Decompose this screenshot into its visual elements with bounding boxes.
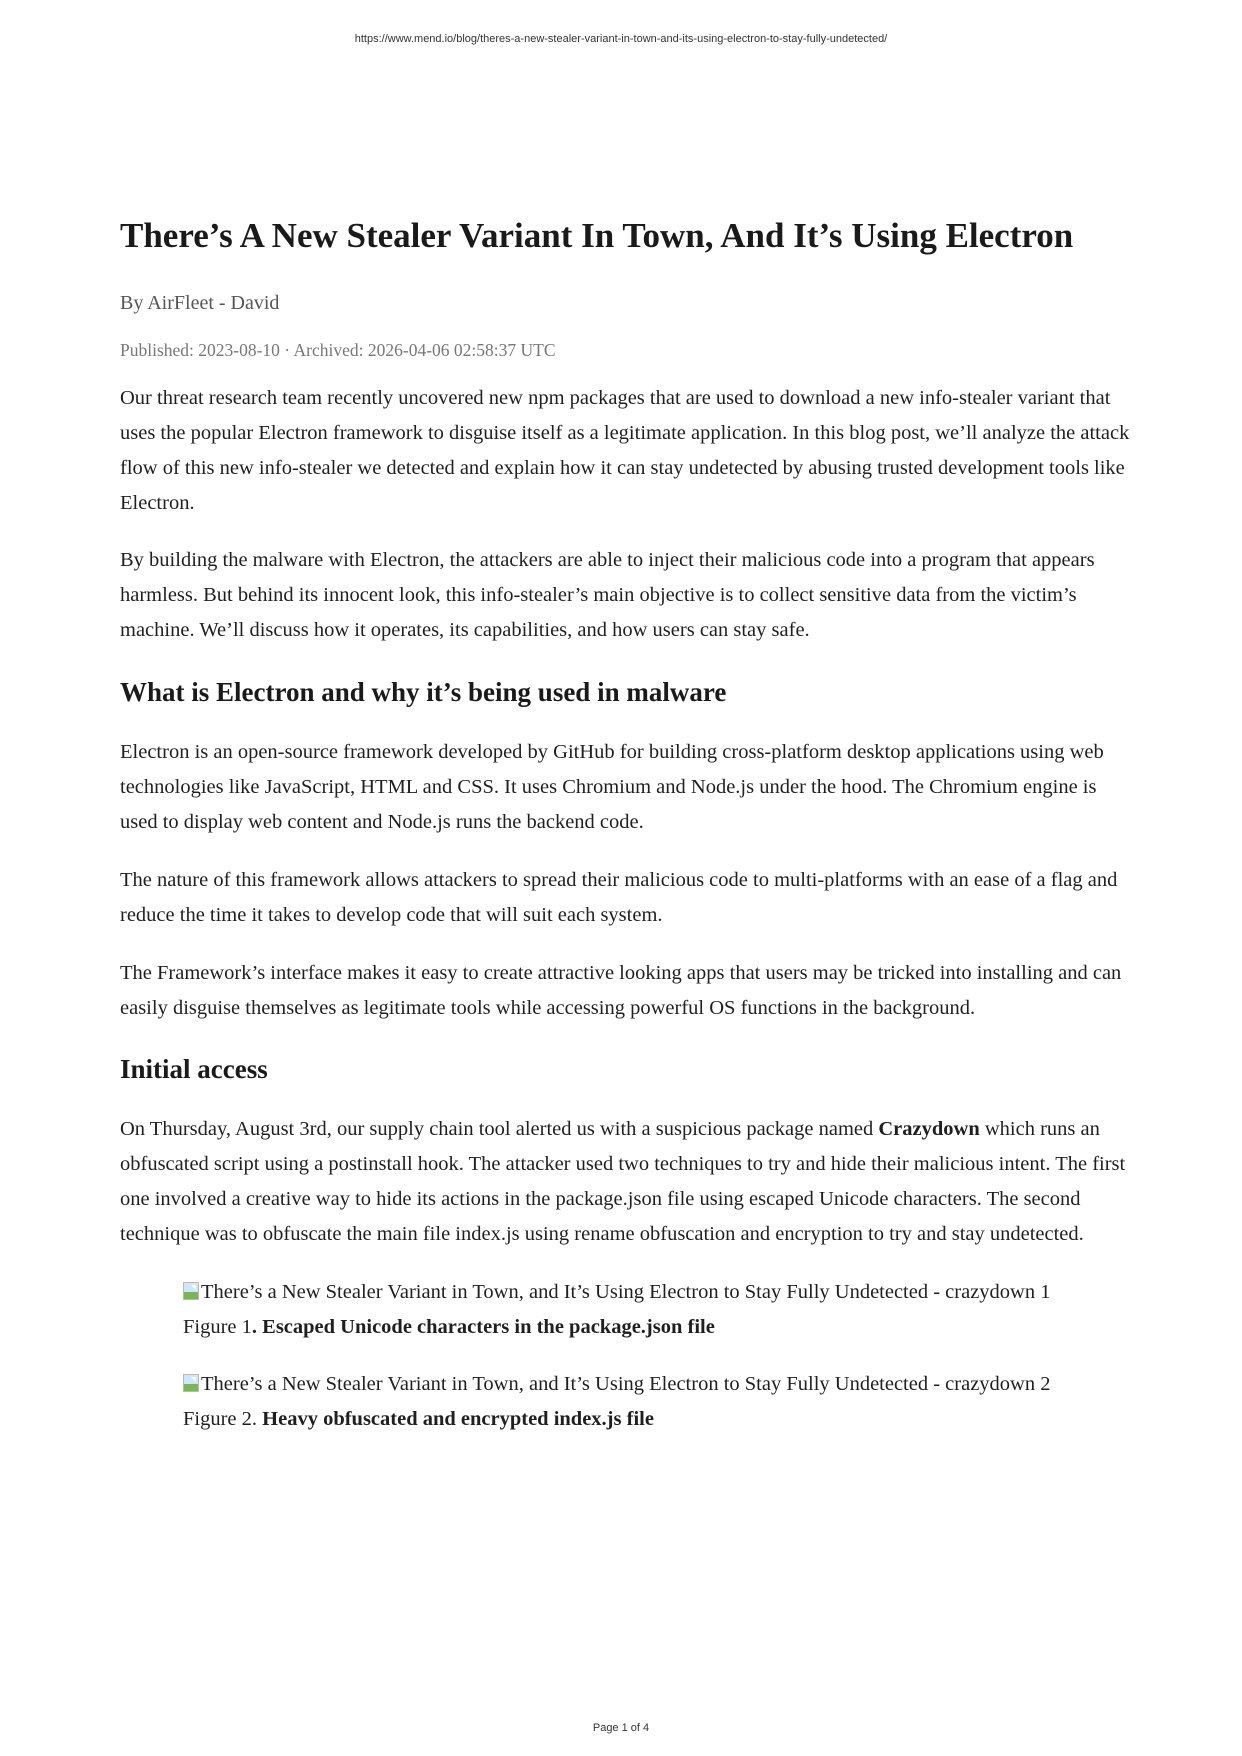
initial-access-text-start: On Thursday, August 3rd, our supply chain tool alerted us with a suspicious package named	[120, 1118, 879, 1140]
initial-access-paragraph	[120, 1112, 1130, 1252]
article	[120, 212, 1130, 1437]
print-header-url: https://www.mend.io/blog/theres-a-new-stealer-variant-in-town-and-its-using-electron-to-stay-fully-undetected/	[354, 33, 888, 45]
article-meta: Published: 2023-08-10 · Archived: 2026-04-06 02:58:37 UTC	[120, 340, 556, 360]
section-heading-electron: What is Electron and why it’s being used in malware	[120, 677, 727, 707]
figure-2	[183, 1367, 1063, 1437]
article-title: There’s A New Stealer Variant In Town, And It’s Using Electron	[120, 216, 1074, 255]
broken-image-icon	[183, 1282, 199, 1300]
electron-paragraph-3: The Framework’s interface makes it easy to create attractive looking apps that users may be tricked into installing and can easily disguise themselves as legitimate tools while accessing powerful OS functions in the background.	[120, 962, 1122, 1019]
package-name: Crazydown	[878, 1118, 980, 1140]
section-heading-initial-access: Initial access	[120, 1054, 268, 1084]
broken-image-icon	[183, 1374, 199, 1392]
figure-1-caption-prefix: Figure 1	[183, 1316, 252, 1338]
figure-2-caption	[183, 1402, 1063, 1437]
electron-paragraph-1: Electron is an open-source framework developed by GitHub for building cross-platform desktop applications using web technologies like JavaScript, HTML and CSS. It uses Chromium and Node.js under the hood. The Chromium engine is used to display web content and Node.js runs the backend code.	[120, 741, 1104, 833]
intro-paragraph-1: Our threat research team recently uncovered new npm packages that are used to download a new info-stealer variant that uses the popular Electron framework to disguise itself as a legitimate application. In this blog post, we’ll analyze the attack flow of this new info-stealer we detected and explain how it can stay undetected by abusing trusted development tools like Electron.	[120, 387, 1130, 514]
figure-2-alt-text: There’s a New Stealer Variant in Town, and It’s Using Electron to Stay Fully Undetected - crazydown 2	[201, 1373, 1051, 1395]
figure-2-caption-prefix: Figure 2.	[183, 1408, 263, 1430]
figure-1	[183, 1275, 1063, 1345]
initial-access-text-end: which runs an obfuscated script using a postinstall hook. The attacker used two techniques to try and hide their malicious intent. The first one involved a creative way to hide its actions in the package.json file using escaped Unicode characters. The second technique was to obfuscate the main file index.js using rename obfuscation and encryption to try and stay undetected.	[120, 1118, 1126, 1245]
figure-2-image	[183, 1367, 1063, 1402]
figure-1-image	[183, 1275, 1063, 1310]
article-byline: By AirFleet - David	[120, 292, 280, 314]
intro-paragraph-2: By building the malware with Electron, the attackers are able to inject their malicious code into a program that appears harmless. But behind its innocent look, this info-stealer’s main objective is to collect sensitive data from the victim’s machine. We’ll discuss how it operates, its capabilities, and how users can stay safe.	[120, 549, 1095, 641]
figure-1-alt-text: There’s a New Stealer Variant in Town, and It’s Using Electron to Stay Fully Undetected - crazydown 1	[201, 1281, 1051, 1303]
page-number: Page 1 of 4	[592, 1722, 650, 1734]
figure-1-caption-title: . Escaped Unicode characters in the package.json file	[251, 1316, 715, 1338]
figure-1-caption	[183, 1310, 1063, 1345]
electron-paragraph-2: The nature of this framework allows attackers to spread their malicious code to multi-platforms with an ease of a flag and reduce the time it takes to develop code that will suit each system.	[120, 869, 1118, 926]
figure-2-caption-title: Heavy obfuscated and encrypted index.js file	[262, 1408, 654, 1430]
